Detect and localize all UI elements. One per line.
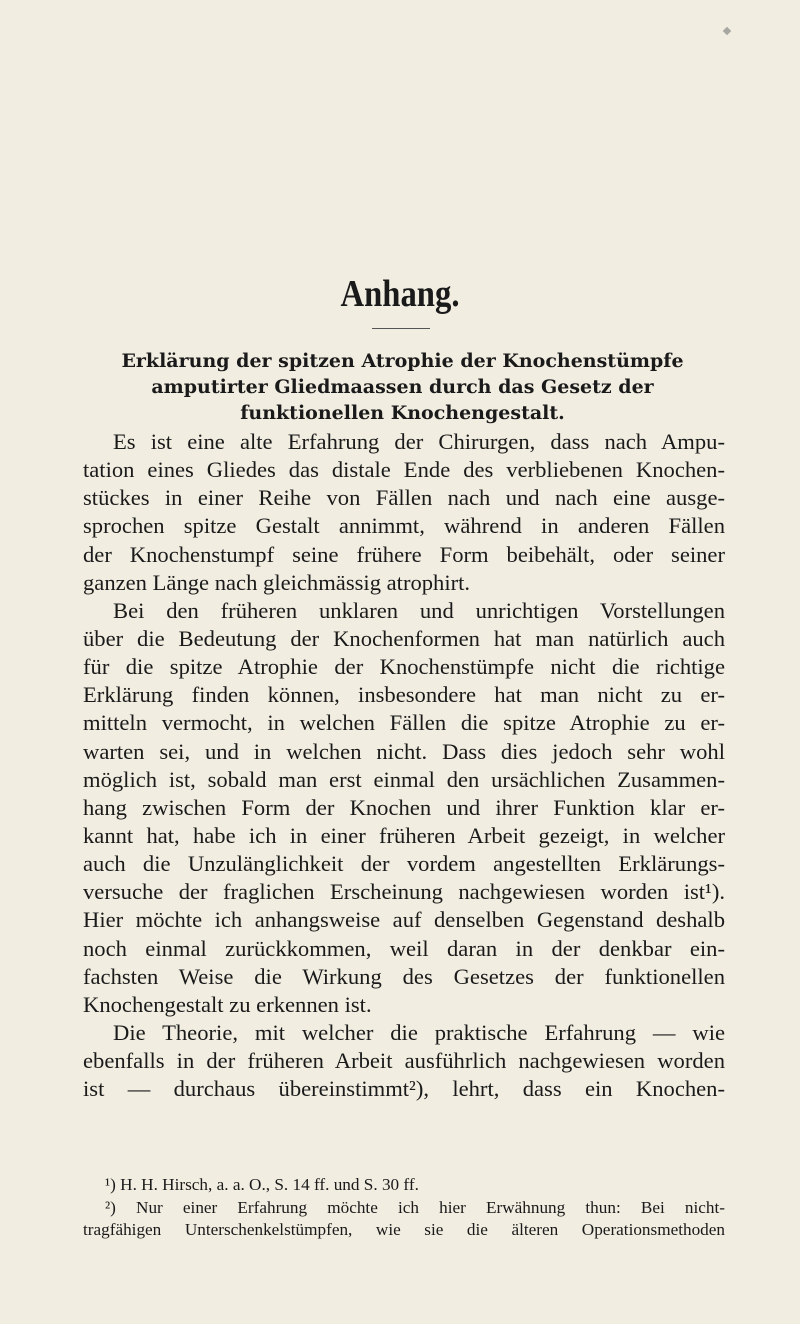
body-line: auch die Unzulänglichkeit der vordem angestellten Erklärungs- <box>83 851 725 877</box>
footnotes <box>83 1174 725 1242</box>
footnote-line: ¹) H. H. Hirsch, a. a. O., S. 14 ff. und S. 30 ff. <box>105 1175 419 1194</box>
body-line: ganzen Länge nach gleichmässig atrophirt. <box>83 569 471 595</box>
section-heading: Anhang. <box>340 273 460 315</box>
body-line: Knochengestalt zu erkennen ist. <box>83 991 372 1017</box>
body-line: tation eines Gliedes das distale Ende des verbliebenen Knochen- <box>83 457 725 483</box>
body-line: noch einmal zurückkommen, weil daran in der denkbar ein- <box>83 935 725 961</box>
body-line: Es ist eine alte Erfahrung der Chirurgen, dass nach Ampu- <box>113 429 725 454</box>
body-line: für die spitze Atrophie der Knochenstümpfe nicht die richtige <box>83 654 725 680</box>
footnote-line: ²) Nur einer Erfahrung möchte ich hier Erwähnung thun: Bei nicht- <box>105 1197 725 1217</box>
body-line: stückes in einer Reihe von Fällen nach und nach eine ausge- <box>83 485 725 511</box>
chapter-title: Erklärung der spitzen Atrophie der Knochenstümpfe amputirter Gliedmaassen durch das Gesetz der funktionellen Knochengestalt. <box>121 350 684 424</box>
heading-divider <box>372 328 430 329</box>
body-line: der Knochenstumpf seine frühere Form beibehält, oder seiner <box>83 541 725 567</box>
body-line: versuche der fraglichen Erscheinung nachgewiesen worden ist¹). <box>83 879 725 905</box>
body-line: fachsten Weise die Wirkung des Gesetzes der funktionellen <box>83 963 725 989</box>
body-text <box>83 428 725 1103</box>
body-line: ist — durchaus übereinstimmt²), lehrt, dass ein Knochen- <box>83 1076 725 1102</box>
body-line: mitteln vermocht, in welchen Fällen die spitze Atrophie zu er- <box>83 710 725 736</box>
body-line: ebenfalls in der früheren Arbeit ausführlich nachgewiesen worden <box>83 1048 725 1074</box>
body-line: hang zwischen Form der Knochen und ihrer Funktion klar er- <box>83 794 725 820</box>
body-line: über die Bedeutung der Knochenformen hat man natürlich auch <box>83 625 725 651</box>
body-line: Bei den früheren unklaren und unrichtigen Vorstellungen <box>113 597 725 623</box>
body-line: möglich ist, sobald man erst einmal den ursächlichen Zusammen- <box>83 766 725 792</box>
page-mark <box>723 27 731 35</box>
body-line: Erklärung finden können, insbesondere hat man nicht zu er- <box>83 682 725 708</box>
body-line: kannt hat, habe ich in einer früheren Arbeit gezeigt, in welcher <box>83 822 725 848</box>
body-line: Die Theorie, mit welcher die praktische Erfahrung — wie <box>113 1019 725 1045</box>
body-line: sprochen spitze Gestalt annimmt, während in anderen Fällen <box>83 513 725 539</box>
body-line: Hier möchte ich anhangsweise auf denselben Gegenstand deshalb <box>83 907 725 933</box>
footnote-line: tragfähigen Unterschenkelstümpfen, wie sie die älteren Operationsmethoden <box>83 1220 725 1239</box>
body-line: warten sei, und in welchen nicht. Dass dies jedoch sehr wohl <box>83 738 725 764</box>
